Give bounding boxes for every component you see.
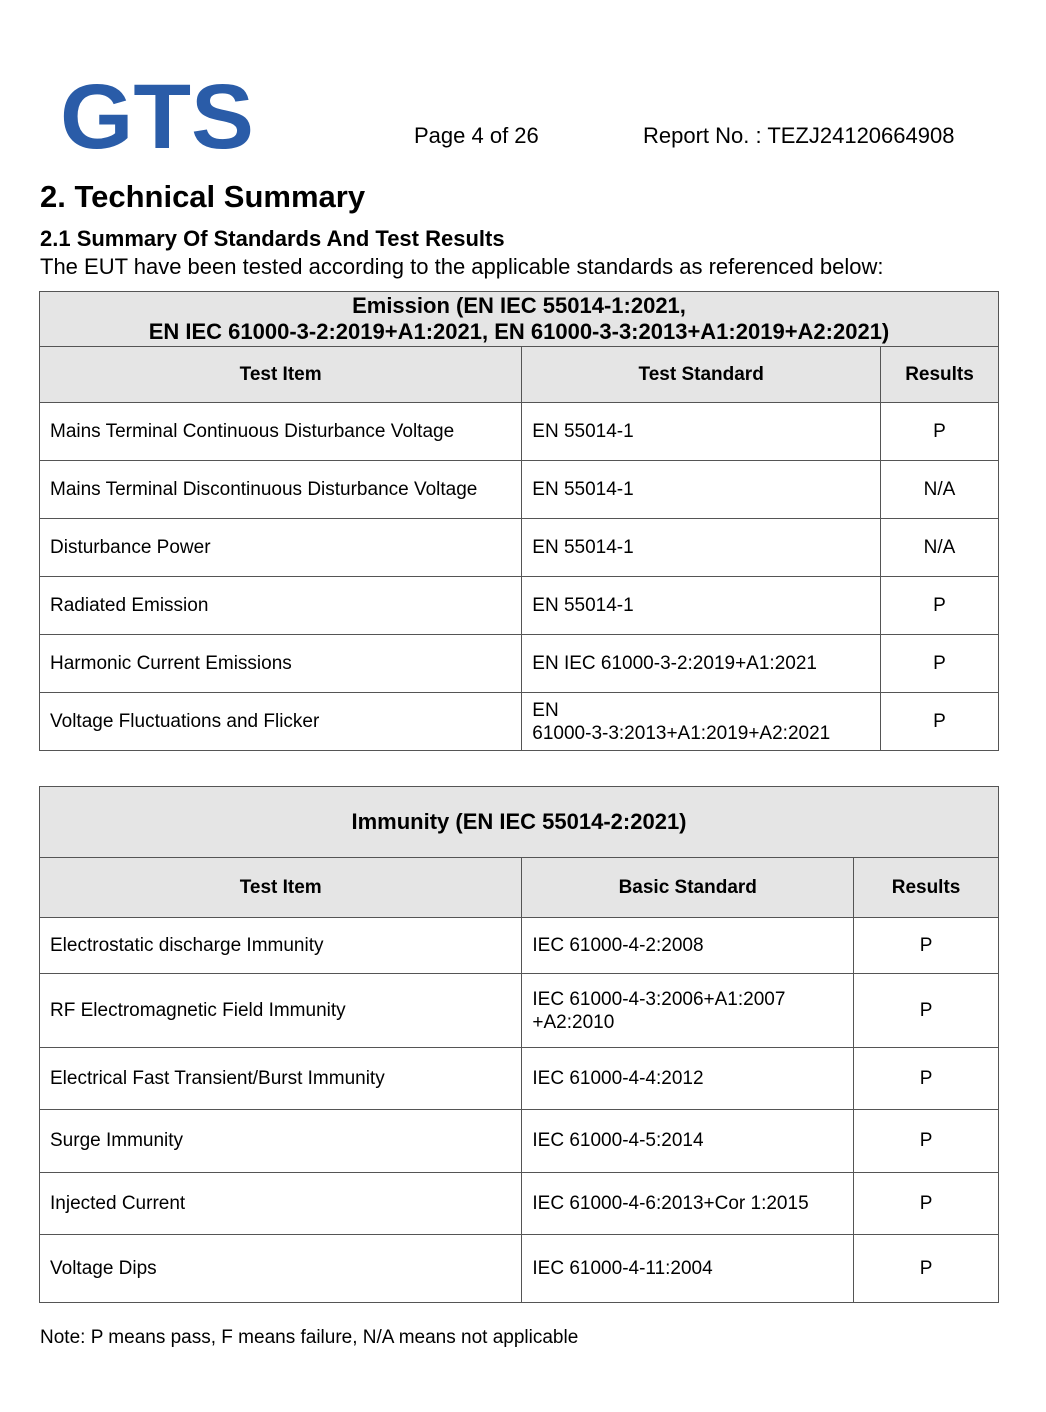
emission-caption-line2: EN IEC 61000-3-2:2019+A1:2021, EN 61000-3-3:2013+A1:2019+A2:2021) [148, 319, 890, 344]
result-cell: P [854, 974, 999, 1048]
standard-line: EN [532, 699, 559, 721]
table-row [40, 461, 999, 519]
standard-cell [522, 974, 854, 1048]
emission-caption [40, 292, 999, 347]
test-item-cell: Electrical Fast Transient/Burst Immunity [40, 1048, 522, 1110]
table-row [40, 635, 999, 693]
standard-cell: EN IEC 61000-3-2:2019+A1:2021 [522, 635, 881, 693]
table-row [40, 1110, 999, 1173]
standard-cell: IEC 61000-4-5:2014 [522, 1110, 854, 1173]
note-text: Note: P means pass, F means failure, N/A means not applicable [40, 1327, 579, 1348]
test-item-cell: RF Electromagnetic Field Immunity [40, 974, 522, 1048]
standard-line: +A2:2010 [532, 1011, 615, 1033]
result-cell: P [854, 1048, 999, 1110]
result-cell: P [854, 1110, 999, 1173]
standard-cell [522, 693, 881, 751]
test-item-cell: Surge Immunity [40, 1110, 522, 1173]
standard-cell: IEC 61000-4-11:2004 [522, 1235, 854, 1303]
result-cell: P [881, 403, 999, 461]
test-item-cell: Radiated Emission [40, 577, 522, 635]
logo-text: GTS [60, 78, 254, 152]
test-item-cell: Mains Terminal Continuous Disturbance Voltage [40, 403, 522, 461]
immunity-table [39, 786, 999, 1303]
test-item-cell: Electrostatic discharge Immunity [40, 918, 522, 974]
standard-line: IEC 61000-4-3:2006+A1:2007 [532, 988, 786, 1010]
test-item-cell: Mains Terminal Discontinuous Disturbance Voltage [40, 461, 522, 519]
test-item-cell: Harmonic Current Emissions [40, 635, 522, 693]
gts-logo [58, 78, 256, 152]
intro-text: The EUT have been tested according to the applicable standards as referenced below: [40, 254, 884, 279]
immunity-header-results: Results [854, 858, 999, 918]
table-row [40, 1235, 999, 1303]
standard-cell: EN 55014-1 [522, 461, 881, 519]
result-cell: P [881, 693, 999, 751]
result-cell: N/A [881, 519, 999, 577]
emission-caption-row [40, 292, 999, 347]
section-title: 2. Technical Summary [40, 179, 366, 214]
table-row [40, 1173, 999, 1235]
immunity-header-test-item: Test Item [40, 858, 522, 918]
result-cell: P [854, 918, 999, 974]
emission-header-results: Results [881, 347, 999, 403]
emission-table [39, 291, 999, 751]
table-row [40, 693, 999, 751]
emission-header-test-standard: Test Standard [522, 347, 881, 403]
emission-header-test-item: Test Item [40, 347, 522, 403]
result-cell: P [854, 1235, 999, 1303]
page-number: Page 4 of 26 [414, 123, 539, 148]
test-item-cell: Voltage Fluctuations and Flicker [40, 693, 522, 751]
immunity-caption-row [40, 787, 999, 858]
standard-cell: EN 55014-1 [522, 403, 881, 461]
table-row [40, 403, 999, 461]
result-cell: P [881, 577, 999, 635]
test-item-cell: Disturbance Power [40, 519, 522, 577]
standard-cell: IEC 61000-4-2:2008 [522, 918, 854, 974]
immunity-caption: Immunity (EN IEC 55014-2:2021) [40, 787, 999, 858]
standard-cell: IEC 61000-4-6:2013+Cor 1:2015 [522, 1173, 854, 1235]
table-row [40, 918, 999, 974]
standard-cell: EN 55014-1 [522, 519, 881, 577]
immunity-header-basic-standard: Basic Standard [522, 858, 854, 918]
test-item-cell: Injected Current [40, 1173, 522, 1235]
immunity-header-row [40, 858, 999, 918]
standard-cell: IEC 61000-4-4:2012 [522, 1048, 854, 1110]
report-number: Report No. : TEZJ24120664908 [643, 123, 955, 148]
subsection-title: 2.1 Summary Of Standards And Test Results [40, 226, 505, 251]
emission-header-row [40, 347, 999, 403]
test-item-cell: Voltage Dips [40, 1235, 522, 1303]
table-row [40, 519, 999, 577]
table-row [40, 1048, 999, 1110]
result-cell: N/A [881, 461, 999, 519]
emission-caption-line1: Emission (EN IEC 55014-1:2021, [352, 293, 686, 318]
table-row [40, 974, 999, 1048]
standard-line: 61000-3-3:2013+A1:2019+A2:2021 [532, 722, 831, 744]
result-cell: P [854, 1173, 999, 1235]
table-row [40, 577, 999, 635]
result-cell: P [881, 635, 999, 693]
standard-cell: EN 55014-1 [522, 577, 881, 635]
